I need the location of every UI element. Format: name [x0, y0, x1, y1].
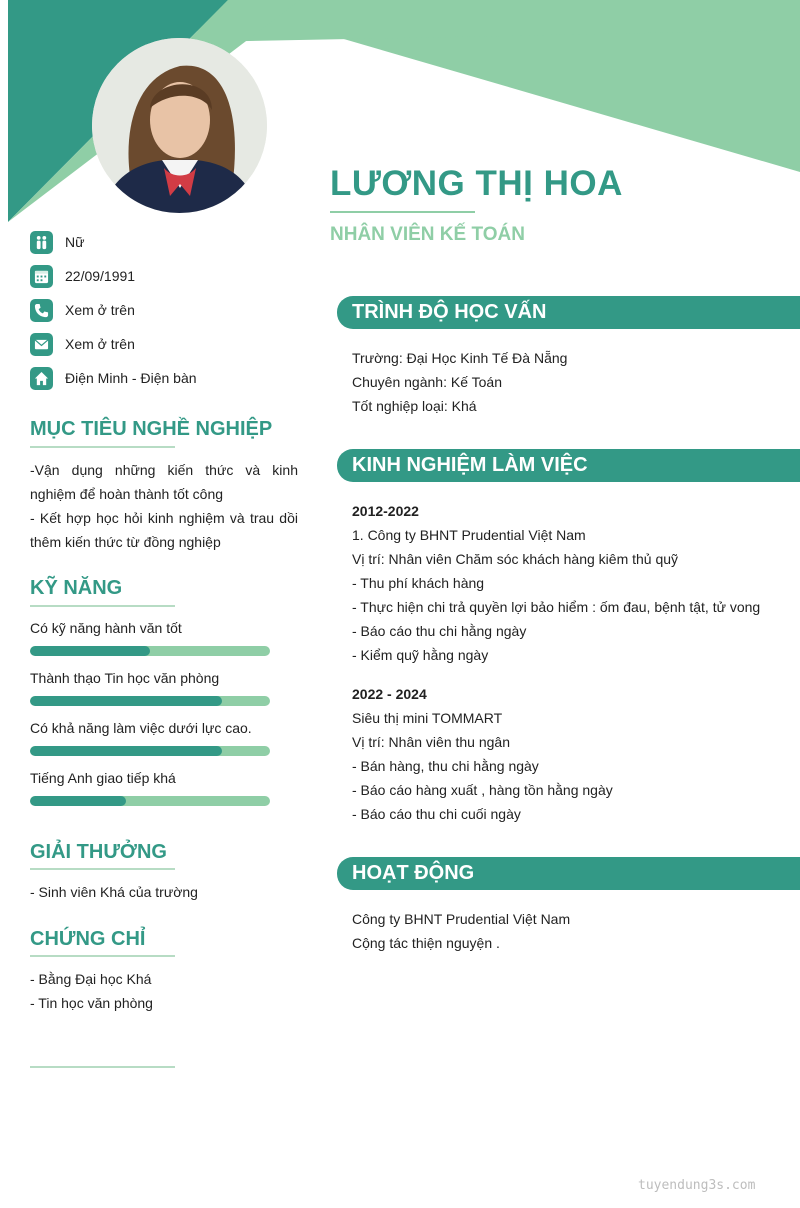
education-line: Trường: Đại Học Kinh Tế Đà Nẵng: [352, 350, 568, 366]
activity-line: Công ty BHNT Prudential Việt Nam: [352, 911, 571, 927]
contact-text: Xem ở trên: [65, 302, 135, 318]
experience-line: Siêu thị mini TOMMART: [352, 710, 503, 726]
skill-bar: [30, 646, 270, 656]
education-details: [352, 346, 567, 418]
phone-icon: [30, 299, 53, 322]
awards-underline: [30, 868, 175, 870]
activity-line: Cộng tác thiện nguyện .: [352, 935, 500, 951]
skills-underline: [30, 605, 175, 607]
name-underline: [330, 211, 475, 213]
experience-title: KINH NGHIỆM LÀM VIỆC: [352, 454, 588, 476]
education-title: TRÌNH ĐỘ HỌC VẤN: [352, 301, 547, 323]
education-band: [337, 296, 800, 329]
objective-line: -Vận dụng những kiến thức và kinh nghiệm để hoàn thành tốt công: [30, 462, 298, 502]
contact-list: [30, 225, 197, 395]
activities-band: [337, 857, 800, 890]
education-line: Tốt nghiệp loại: Khá: [352, 398, 477, 414]
experience-line: - Thu phí khách hàng: [352, 575, 485, 591]
experience-line: - Báo cáo thu chi cuối ngày: [352, 806, 521, 822]
candidate-name: LƯƠNG THỊ HOA: [330, 164, 623, 203]
experience-line: - Thực hiện chi trả quyền lợi bảo hiểm : ốm đau, bệnh tật, tử vong: [352, 599, 761, 615]
objective-title: MỤC TIÊU NGHỀ NGHIỆP: [30, 418, 273, 440]
experience-line: Vị trí: Nhân viên Chăm sóc khách hàng kiêm thủ quỹ: [352, 551, 679, 567]
certificate-item: - Bằng Đại học Khá: [30, 971, 152, 987]
contact-text: Điện Minh - Điện bàn: [65, 370, 197, 386]
certificate-item: - Tin học văn phòng: [30, 995, 153, 1011]
certificates-list: [30, 967, 153, 1015]
footer-divider: [30, 1066, 175, 1068]
experience-period: 2012-2022: [352, 503, 419, 519]
email-icon: [30, 333, 53, 356]
experience-line: Vị trí: Nhân viên thu ngân: [352, 734, 510, 750]
skill-bar: [30, 796, 270, 806]
skill-bar: [30, 746, 270, 756]
experience-line: 1. Công ty BHNT Prudential Việt Nam: [352, 527, 586, 543]
education-line: Chuyên ngành: Kế Toán: [352, 374, 502, 390]
activities-details: [352, 907, 570, 955]
skill-label: Tiếng Anh giao tiếp khá: [30, 770, 176, 786]
skill-bar: [30, 696, 270, 706]
contact-address: [30, 361, 197, 395]
contact-text: Nữ: [65, 234, 85, 250]
contact-email: [30, 327, 197, 361]
skill-label: Thành thạo Tin học văn phòng: [30, 670, 220, 686]
skill-bar-fill: [30, 696, 222, 706]
home-icon: [30, 367, 53, 390]
skill-bar-fill: [30, 646, 150, 656]
awards-list: [30, 880, 198, 904]
skill-bar-fill: [30, 796, 126, 806]
award-item: - Sinh viên Khá của trường: [30, 884, 198, 900]
skills-title: KỸ NĂNG: [30, 577, 123, 599]
objective-underline: [30, 446, 175, 448]
calendar-icon: [30, 265, 53, 288]
contact-text: 22/09/1991: [65, 268, 136, 284]
experience-line: - Bán hàng, thu chi hằng ngày: [352, 758, 539, 774]
activities-title: HOẠT ĐỘNG: [352, 862, 475, 884]
experience-band: [337, 449, 800, 482]
contact-phone: [30, 293, 197, 327]
experience-entry-2: [352, 682, 613, 826]
objective-text: [30, 458, 298, 554]
experience-entry-1: [352, 499, 760, 667]
experience-period: 2022 - 2024: [352, 686, 427, 702]
contact-text: Xem ở trên: [65, 336, 135, 352]
watermark: tuyendung3s.com: [638, 1178, 756, 1193]
contact-gender: [30, 225, 197, 259]
experience-line: - Báo cáo thu chi hằng ngày: [352, 623, 527, 639]
contact-birthday: [30, 259, 197, 293]
experience-line: - Báo cáo hàng xuất , hàng tồn hằng ngày: [352, 782, 613, 798]
certificates-title: CHỨNG CHỈ: [30, 928, 146, 950]
avatar: [92, 38, 267, 213]
skill-label: Có khả năng làm việc dưới lực cao.: [30, 720, 252, 736]
gender-icon: [30, 231, 53, 254]
skill-label: Có kỹ năng hành văn tốt: [30, 620, 182, 636]
certificates-underline: [30, 955, 175, 957]
experience-line: - Kiểm quỹ hằng ngày: [352, 647, 489, 663]
objective-line: - Kết hợp học hỏi kinh nghiệm và trau dồi thêm kiến thức từ đồng nghiệp: [30, 510, 298, 550]
awards-title: GIẢI THƯỞNG: [30, 841, 167, 863]
skill-bar-fill: [30, 746, 222, 756]
job-title: NHÂN VIÊN KẾ TOÁN: [330, 224, 525, 245]
